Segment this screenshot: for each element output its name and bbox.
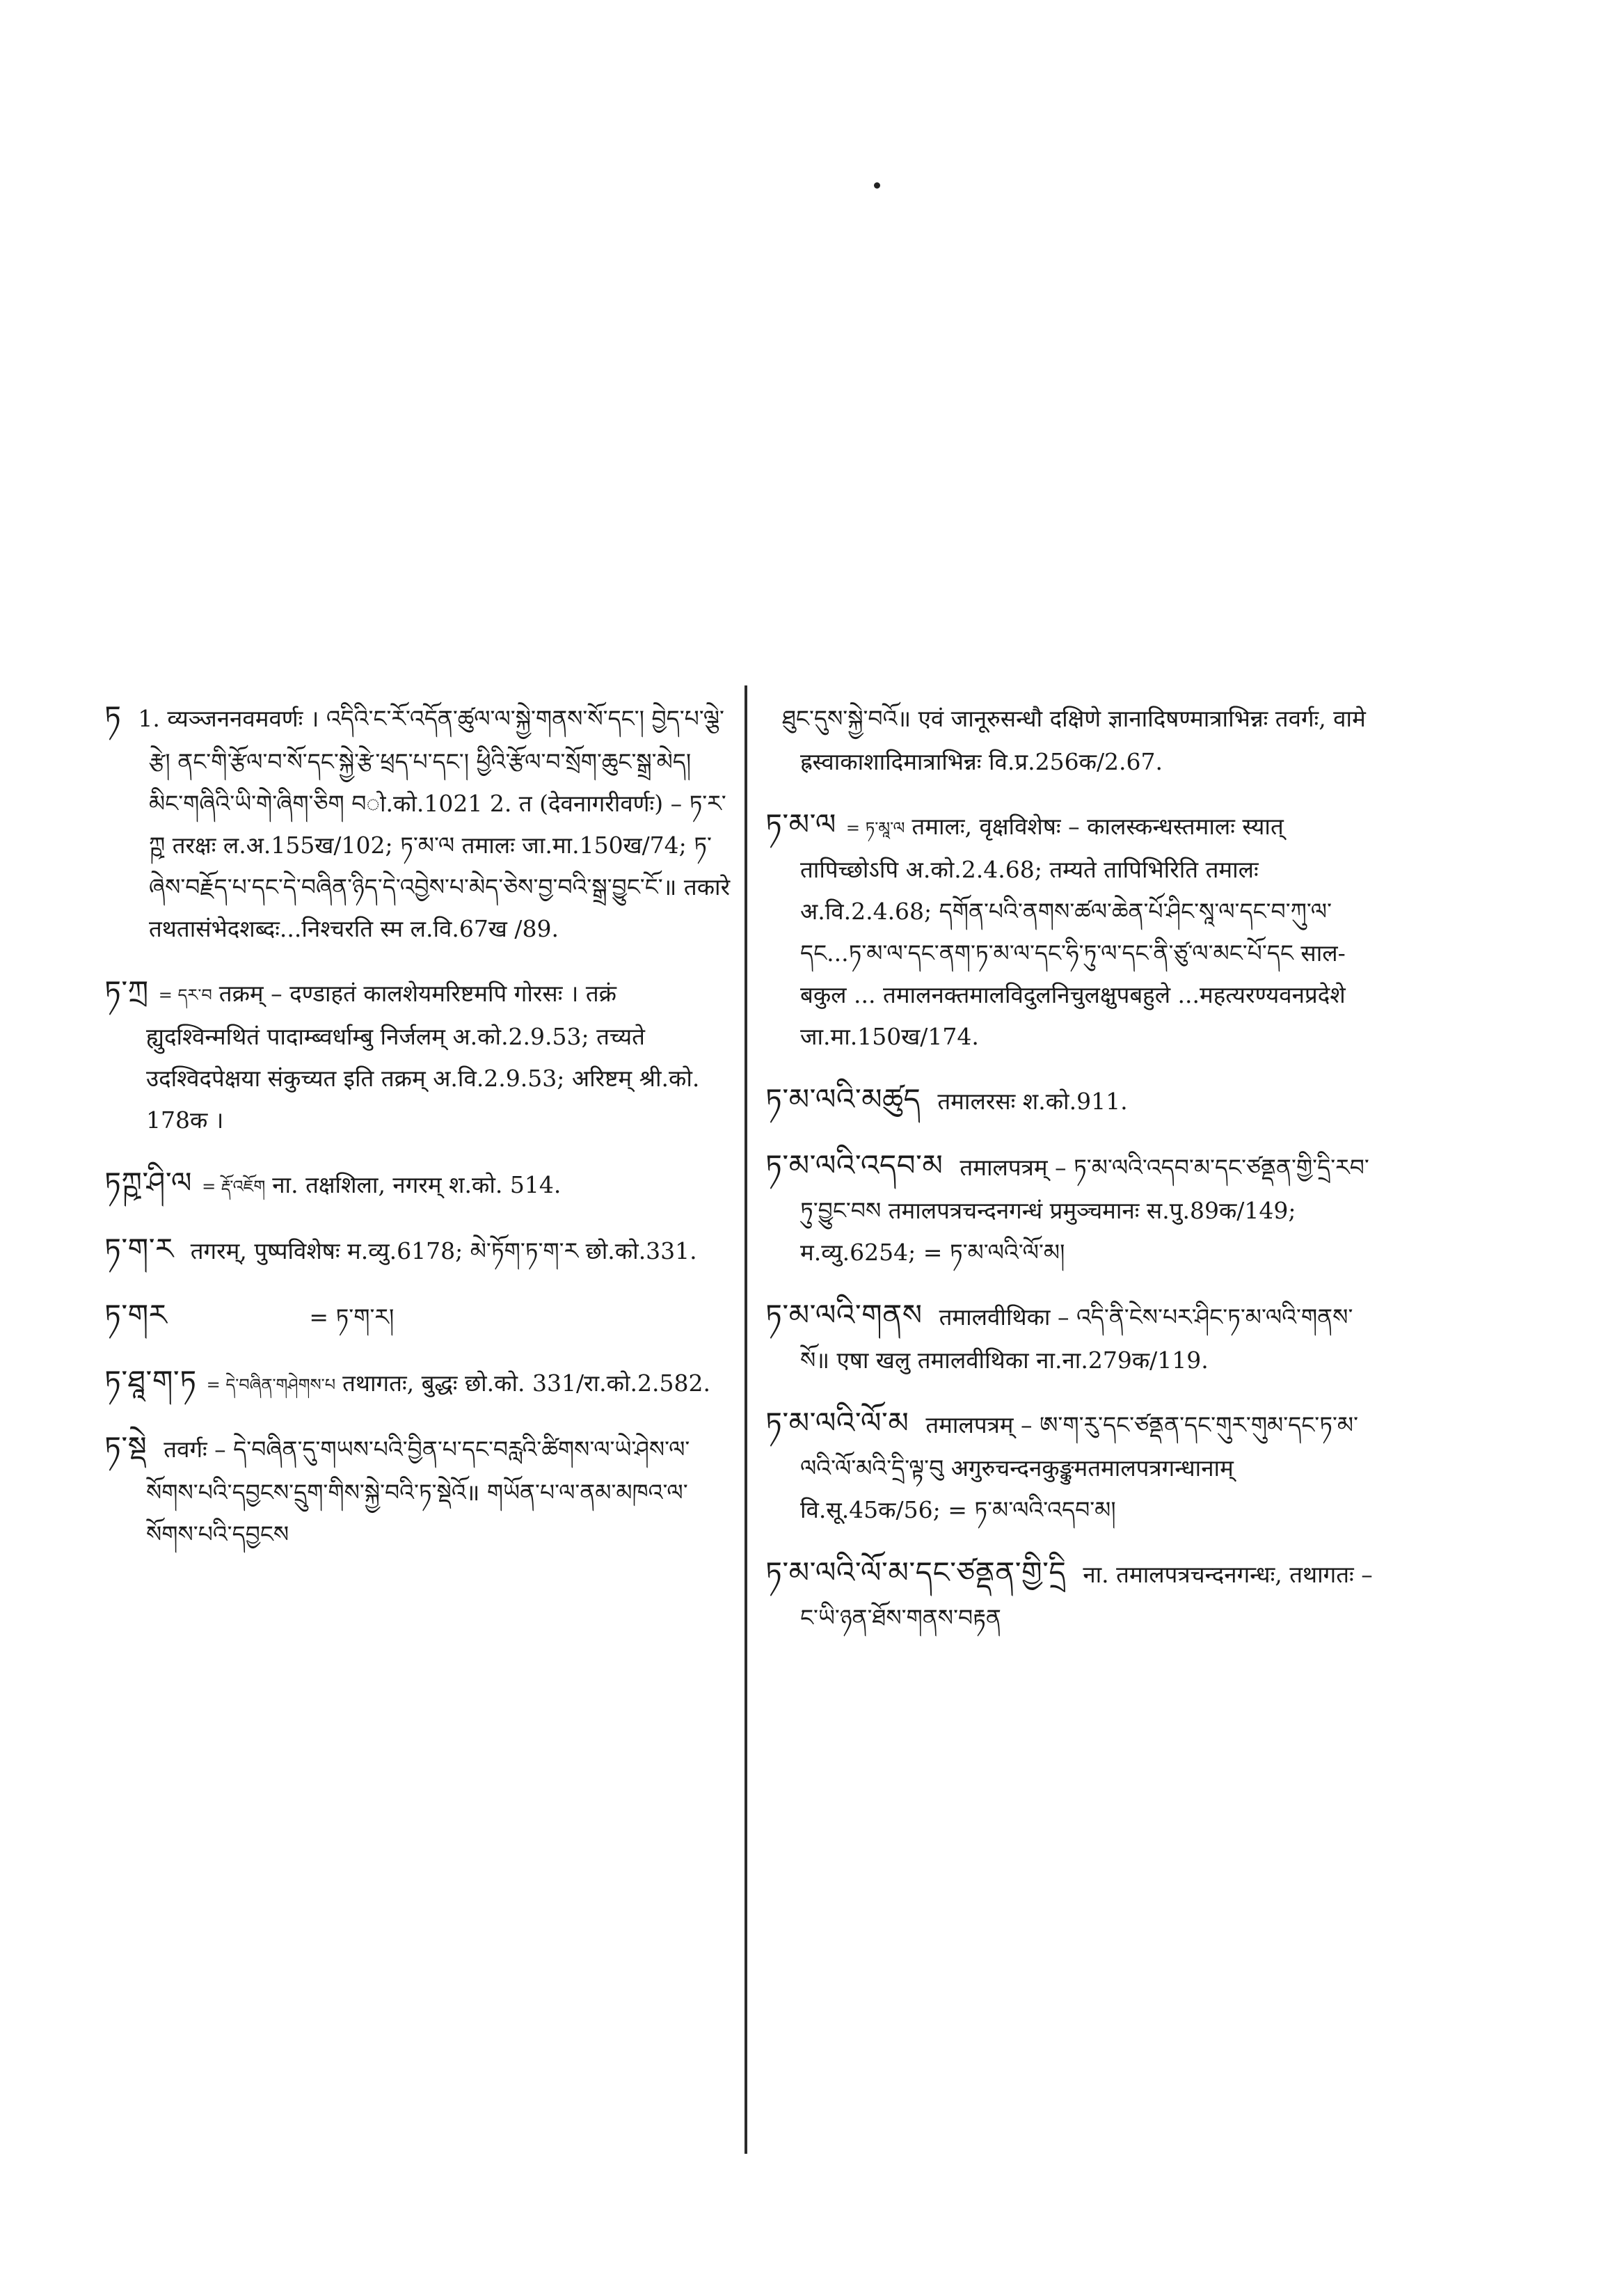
entry-text: तमालवीथिका – འདི་ནི་ངེས་པར་ཤིང་ཏ་མ་ལའི་གནས་སོ॥ एषा खलु तमालवीथिका ना.ना.279क/119.: [800, 1303, 1353, 1374]
dictionary-entry: [765, 1402, 1381, 1531]
entry-headword: ཏ་གར: [104, 1298, 168, 1332]
entry-text: तमालरसः श.को.911.: [937, 1088, 1128, 1115]
entry-text: तक्रम् – दण्डाहतं कालशेयमरिष्टमपि गोरसः । तक्रं ह्युदश्विन्मथितं पादाम्ब्वर्धाम्बु निर्जलम् अ.को.2.9.53; तच्यते उदश्विदपेक्षया संकुच्यत इति तक्रम् अ.वि.2.9.53; अरिष्टम् श्री.को. 178क ।: [146, 980, 700, 1134]
entry-synonym: = དར་བ: [158, 985, 212, 1005]
dictionary-entry: [104, 1360, 731, 1406]
entry-text: तगरम्, पुष्पविशेषः म.व्यु.6178; མེ་ཏོག་ཏ་ག་ར छो.को.331.: [190, 1237, 697, 1264]
dictionary-entry: [765, 1294, 1381, 1381]
entry-text: तथागतः, बुद्धः छो.को. 331/रा.को.2.582.: [342, 1370, 710, 1397]
entry-text: 1. व्यञ्जननवमवर्णः । འདིའི་ང་རོ་འདོན་ཚུལ་ལ་སྐྱེ་གནས་སོ་དང་། བྱེད་པ་ལྕེ་རྩེ། ནང་གི་རྩོལ་བ་སོ་དང་སྐྱེ་རྩེ་ཕྲད་པ་དང་། ཕྱིའི་རྩོལ་བ་སྲོག་ཆུང་སྒྲ་མེད། མིང་གཞིའི་ཡི་གེ་ཞིག་ཅིག བो.को.1021 2. त (देवनागरीवर्णः) – ཏ་ར་ཀྵ तरक्षः ल.अ.155ख/102; ཏ་མ་ལ तमालः जा.मा.150ख/74; ཏ་ཞེས་བརྗོད་པ་དང་དེ་བཞིན་ཉིད་དེ་འབྱེས་པ་མེད་ཅེས་བྱ་བའི་སྒྲ་བྱུང་ངོ་॥ तकारे तथतासंभेदशब्दः...निश्चरति स्म ल.वि.67ख /89.: [138, 705, 731, 942]
entry-headword: ཏ་མ་ལ: [765, 807, 836, 841]
left-column: [104, 696, 731, 1576]
entry-text: = ཏ་ག་ར།: [309, 1303, 395, 1331]
entry-headword: ཏཀྵ་ཤི་ལ: [104, 1166, 193, 1200]
dictionary-entry: [765, 1079, 1381, 1124]
entry-headword: ཏ་མ་ལའི་ལོ་མ་དང་ཙནྡན་གྱི་དྲི: [765, 1555, 1067, 1589]
entry-headword: ཏ་ཐཱ་ག་ཏ: [104, 1364, 197, 1398]
column-divider: [745, 685, 747, 2154]
entry-text: ཐུང་དུས་སྐྱེ་བའོ॥ एवं जानूरुसन्धौ दक्षिणे ज्ञानादिषण्मात्राभिन्नः तवर्गः, वामे ह्रस्वाकाशादिमात्राभिन्नः वि.प्र.256क/2.67.: [782, 705, 1366, 775]
entry-synonym: = དེ་བཞིན་གཤེགས་པ: [206, 1375, 336, 1395]
dictionary-entry: [104, 1427, 731, 1555]
entry-headword: ཏ་མ་ལའི་འདབ་མ: [765, 1148, 944, 1182]
dictionary-entry: [765, 804, 1381, 1058]
dictionary-entry: [104, 971, 731, 1141]
dictionary-entry: [104, 1228, 731, 1273]
entry-headword: ཏ་ག་ར: [104, 1232, 174, 1266]
right-column: [765, 696, 1381, 1660]
entry-headword: ཏ་མ་ལའི་ལོ་མ: [765, 1406, 909, 1440]
dictionary-entry-continuation: [765, 696, 1381, 783]
dictionary-entry: [765, 1145, 1381, 1273]
entry-headword: ཏ་མ་ལའི་མཚུད: [765, 1082, 921, 1116]
dictionary-entry: [104, 1294, 731, 1340]
entry-text: ना. तक्षशिला, नगरम् श.को. 514.: [272, 1171, 562, 1198]
entry-headword: ཏ་སྡེ: [104, 1430, 148, 1464]
entry-synonym: = ཏ་མཱ་ལ: [845, 818, 905, 838]
entry-text: ना. तमालपत्रचन्दनगन्धः, तथागतः – ང་ཡི་ཉན་ཐོས་གནས་བརྟན: [800, 1561, 1373, 1631]
entry-text: तमालपत्रम् – ཏ་མ་ལའི་འདབ་མ་དང་ཙནྡན་གྱི་དྲི་རབ་ཏུ་བྱུང་བས तमालपत्रचन्दनगन्धं प्रमुञ्चमानः स.पु.89क/149; म.व्यु.6254; = ཏ་མ་ལའི་ལོ་མ།: [800, 1154, 1369, 1266]
entry-headword: ཏ: [104, 699, 122, 733]
dictionary-entry: [104, 1162, 731, 1207]
entry-headword: ཏ་ཀྲ: [104, 974, 149, 1008]
entry-text: तवर्गः – དེ་བཞིན་དུ་གཡས་པའི་བྱིན་པ་དང་བརླའི་ཚིགས་ལ་ཡེ་ཤེས་ལ་སོགས་པའི་དབྱངས་དྲུག་གིས་སྐྱེ་བའི་ཏ་སྡེའོ॥ གཡོན་པ་ལ་ནམ་མཁའ་ལ་སོགས་པའི་དབྱངས: [146, 1436, 690, 1548]
dictionary-entry: [765, 1552, 1381, 1639]
entry-text: तमालः, वृक्षविशेषः – कालस्कन्धस्तमालः स्यात् तापिच्छोऽपि अ.को.2.4.68; तम्यते तापिभिरिति तमालः अ.वि.2.4.68; དགོན་པའི་ནགས་ཚལ་ཆེན་པོ་ཤིང་སཱ་ལ་དང་བ་ཀུ་ལ་དང...ཏ་མ་ལ་དང་ནག་ཏ་མ་ལ་དང་ཧི་ཏུ་ལ་དང་ནི་ཙུ་ལ་མང་པོ་དང सालबकुल ... तमालनक्तमालविदुलनिचुलक्षुपबहुले ...महत्यरण्यवनप्रदेशे जा.मा.150ख/174.: [800, 813, 1346, 1050]
entry-text: तमालपत्रम् – ཨ་ག་རུ་དང་ཙནྡན་དང་གུར་གུམ་དང་ཏ་མ་ལའི་ལོ་མའི་དྲི་ལྟ་བུ अगुरुचन्दनकुङ्कुमतमालपत्रगन्धानाम् वि.सू.45क/56; = ཏ་མ་ལའི་འདབ་མ།: [800, 1411, 1359, 1523]
dictionary-entry: [104, 696, 731, 950]
entry-synonym: = རྡོ་འཇོག: [202, 1177, 266, 1196]
entry-headword: ཏ་མ་ལའི་གནས: [765, 1298, 923, 1332]
stray-mark: [874, 182, 880, 189]
